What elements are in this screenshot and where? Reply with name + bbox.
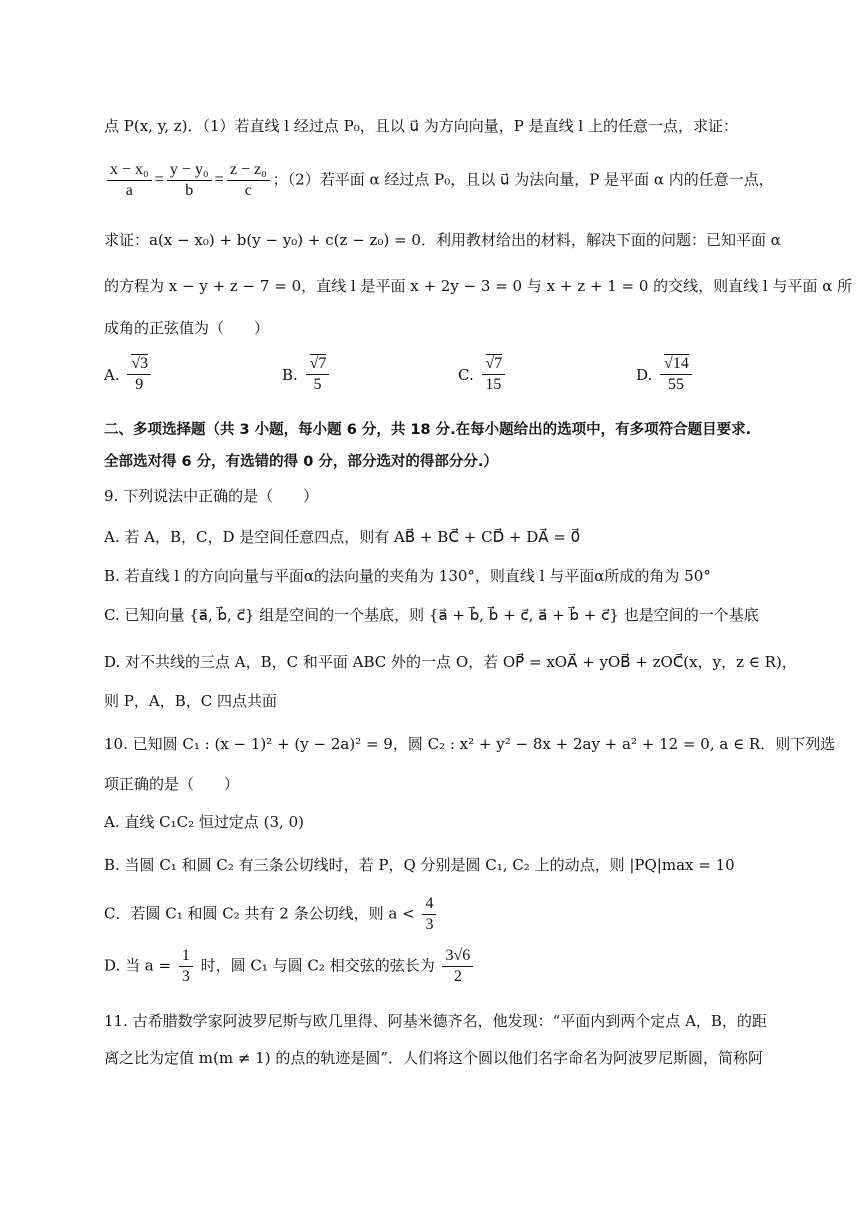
sqrt-expression: √14 — [664, 355, 689, 372]
fraction — [107, 160, 152, 201]
fraction-numerator — [127, 354, 151, 375]
fraction — [660, 354, 692, 395]
option-label: C. — [458, 365, 474, 384]
q10-stem-line-1: 10. 已知圆 C₁ : (x − 1)² + (y − 2a)² = 9，圆 C₂ : x² + y² − 8x + 2ay + a² + 12 = 0, a ∈ R．则下列选 — [104, 735, 836, 753]
fraction-numerator: 3√6 — [442, 946, 473, 967]
q9-stem: 9. 下列说法中正确的是（ ） — [104, 487, 319, 505]
q8-option-a[interactable] — [104, 354, 154, 395]
fraction — [422, 894, 436, 935]
q10-option-c-text: C．若圆 C₁ 和圆 C₂ 共有 2 条公切线，则 a < — [104, 904, 415, 923]
fraction — [306, 354, 330, 395]
fraction-numerator — [482, 354, 506, 375]
section-heading-line-1: 二、多项选择题（共 3 小题，每小题 6 分，共 18 分.在每小题给出的选项中，有多项符合题目要求. — [104, 422, 752, 438]
fraction-denominator: b — [185, 182, 194, 199]
q8-option-d[interactable] — [636, 354, 695, 395]
q10-option-c[interactable] — [104, 894, 439, 935]
q11-stem-line-2: 离之比为定值 m(m ≠ 1) 的点的轨迹是圆”．人们将这个圆以他们名字命名为阿波罗尼斯圆，简称阿 — [104, 1049, 764, 1067]
q8-stem-line-5: 成角的正弦值为（ ） — [104, 319, 270, 337]
fraction — [442, 946, 473, 987]
fraction — [227, 160, 270, 201]
section-heading-line-2: 全部选对得 6 分，有选错的得 0 分，部分选对的得部分分.） — [104, 454, 498, 470]
q8-option-b[interactable] — [282, 354, 332, 395]
sqrt-expression: √3 — [131, 355, 149, 372]
fraction — [482, 354, 506, 395]
fraction-numerator: 1 — [179, 946, 193, 967]
fraction-denominator: 2 — [453, 968, 462, 985]
fraction-denominator: c — [244, 182, 252, 199]
fraction — [167, 160, 212, 201]
q9-option-a[interactable]: A. 若 A，B，C，D 是空间任意四点，则有 AB⃗ + BC⃗ + CD⃗ + DA⃗ = 0⃗ — [104, 528, 581, 546]
q8-option-c[interactable] — [458, 354, 508, 395]
fraction-denominator: 55 — [667, 376, 684, 393]
q10-stem-line-2: 项正确的是（ ） — [104, 775, 240, 793]
q9-option-c[interactable]: C. 已知向量 {a⃗, b⃗, c⃗} 组是空间的一个基底，则 {a⃗ + b⃗, b⃗ + c⃗, a⃗ + b⃗ + c⃗} 也是空间的一个基底 — [104, 606, 759, 624]
option-label: A. — [104, 365, 120, 384]
q9-option-d-line-1[interactable]: D. 对不共线的三点 A，B，C 和平面 ABC 外的一点 O，若 OP⃗ = xOA⃗ + yOB⃗ + zOC⃗(x，y，z ∈ R)， — [104, 653, 797, 671]
q10-option-d-text: 时，圆 C₁ 与圆 C₂ 相交弦的弦长为 — [200, 956, 435, 975]
fraction-numerator — [306, 354, 330, 375]
fraction-denominator: a — [125, 182, 133, 199]
fraction-denominator: 5 — [313, 376, 322, 393]
option-label: D. — [636, 365, 653, 384]
q8-stem-line-1: 点 P(x, y, z)．（1）若直线 l 经过点 P₀，且以 u⃗ 为方向向量，P 是直线 l 上的任意一点，求证： — [104, 117, 738, 135]
q8-stem-line-2 — [104, 160, 774, 201]
fraction-numerator: z − z₀ — [227, 160, 270, 181]
q10-option-d-text: D. 当 a = — [104, 956, 172, 975]
q9-option-b[interactable]: B. 若直线 l 的方向向量与平面α的法向量的夹角为 130°，则直线 l 与平面α所成的角为 50° — [104, 567, 711, 585]
fraction-numerator: 4 — [422, 894, 436, 915]
fraction-numerator: y − y₀ — [167, 160, 212, 181]
q10-option-d[interactable] — [104, 946, 476, 987]
q10-option-b[interactable]: B. 当圆 C₁ 和圆 C₂ 有三条公切线时，若 P，Q 分别是圆 C₁, C₂ 上的动点，则 |PQ|max = 10 — [104, 856, 735, 874]
fraction-denominator: 3 — [425, 916, 434, 933]
sqrt-expression: √7 — [485, 355, 503, 372]
fraction-denominator: 3 — [181, 968, 190, 985]
q8-stem-line-4: 的方程为 x − y + z − 7 = 0，直线 l 是平面 x + 2y − 3 = 0 与 x + z + 1 = 0 的交线，则直线 l 与平面 α 所 — [104, 277, 853, 295]
fraction-numerator — [660, 354, 692, 375]
fraction-denominator: 9 — [135, 376, 144, 393]
equals-sign: = — [154, 169, 164, 189]
q8-stem-line-2-text: ；（2）若平面 α 经过点 P₀，且以 u⃗ 为法向量，P 是平面 α 内的任意一点， — [272, 170, 774, 189]
q8-stem-line-3: 求证：a(x − x₀) + b(y − y₀) + c(z − z₀) = 0．利用教材给出的材料，解决下面的问题：已知平面 α — [104, 231, 781, 249]
fraction — [127, 354, 151, 395]
q10-option-a[interactable]: A. 直线 C₁C₂ 恒过定点 (3, 0) — [104, 813, 304, 831]
q11-stem-line-1: 11. 古希腊数学家阿波罗尼斯与欧几里得、阿基米德齐名，他发现：“平面内到两个定点 A，B，的距 — [104, 1012, 767, 1030]
equals-sign: = — [214, 169, 224, 189]
fraction-denominator: 15 — [485, 376, 502, 393]
q9-option-d-line-2: 则 P，A，B，C 四点共面 — [104, 692, 277, 710]
fraction — [179, 946, 193, 987]
fraction-numerator: x − x₀ — [107, 160, 152, 181]
option-label: B. — [282, 365, 298, 384]
sqrt-expression: √7 — [309, 355, 327, 372]
